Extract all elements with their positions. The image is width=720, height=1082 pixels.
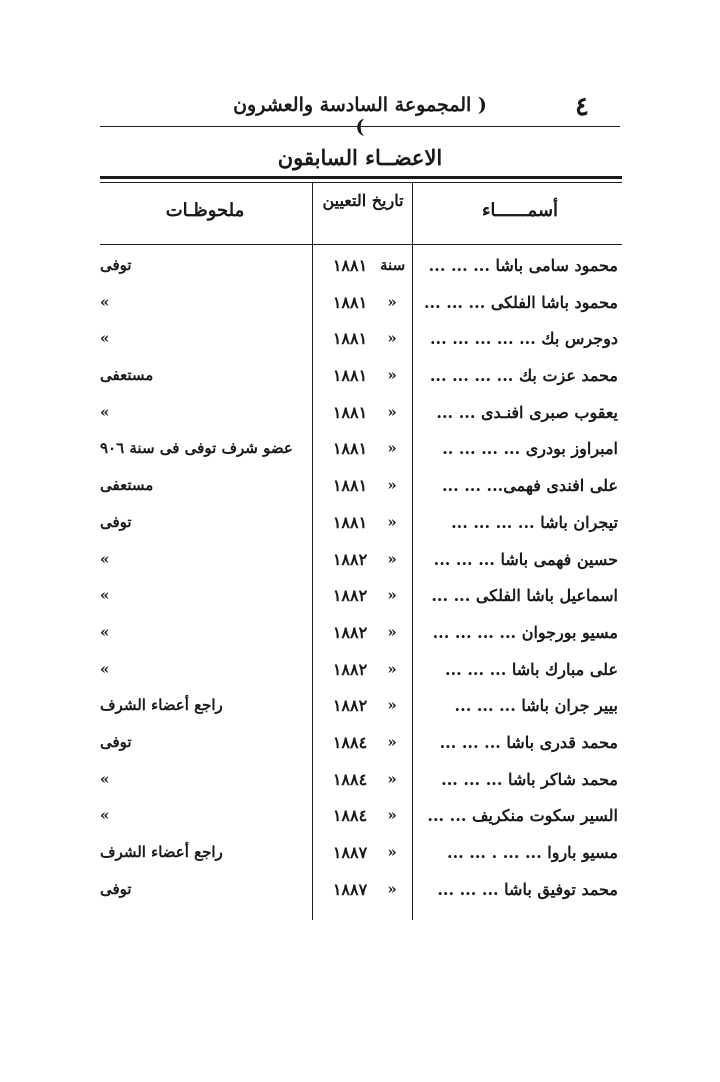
member-name: محمود سامى باشا ... ... ... bbox=[428, 256, 618, 275]
appointment-year: ١٨٨١ bbox=[332, 329, 368, 349]
page-header: ( المجموعة السادسة والعشرون ) bbox=[233, 94, 487, 138]
appointment-year: ١٨٨١ bbox=[332, 439, 368, 459]
table-top-rule bbox=[100, 176, 622, 179]
table-row bbox=[100, 623, 622, 660]
ditto-mark: » bbox=[387, 549, 397, 568]
appointment-year: ١٨٨٧ bbox=[332, 843, 368, 862]
row-note: توفى bbox=[100, 732, 132, 751]
member-name: تيجران باشا ... ... ... ... bbox=[451, 512, 618, 532]
member-name: مسيو باروا ... ... . ... ... bbox=[447, 843, 618, 862]
row-note: توفى bbox=[100, 512, 132, 531]
member-name: حسين فهمى باشا ... ... ... bbox=[433, 549, 618, 569]
section-title: الاعضــاء السابقون bbox=[277, 145, 443, 170]
member-name: محمد شاكر باشا ... ... ... bbox=[441, 769, 618, 789]
appointment-year: ١٨٨٤ bbox=[332, 732, 368, 752]
appointment-year: ١٨٨١ bbox=[332, 256, 368, 275]
ditto-mark: » bbox=[387, 586, 397, 605]
appointment-year: ١٨٨٢ bbox=[332, 586, 368, 606]
members-table bbox=[100, 256, 622, 916]
appointment-year: ١٨٨٢ bbox=[332, 549, 368, 569]
table-row bbox=[100, 880, 622, 917]
row-note: » bbox=[100, 292, 110, 311]
member-name: محمد قدرى باشا ... ... ... bbox=[439, 732, 618, 752]
appointment-year: ١٨٨٧ bbox=[332, 879, 368, 899]
row-note: » bbox=[100, 586, 110, 605]
appointment-year: ١٨٨١ bbox=[332, 402, 368, 422]
row-note: » bbox=[100, 402, 110, 421]
table-row bbox=[100, 550, 622, 587]
appointment-year: ١٨٨٤ bbox=[332, 769, 368, 789]
page-number: ٤ bbox=[575, 92, 589, 122]
ditto-mark: سنة bbox=[380, 256, 406, 274]
appointment-year: ١٨٨٢ bbox=[332, 622, 368, 642]
member-name: مسيو بورجوان ... ... ... ... bbox=[432, 622, 618, 642]
member-name: على افندى فهمى... ... ... bbox=[441, 476, 618, 496]
row-note: » bbox=[100, 769, 110, 788]
row-note: » bbox=[100, 329, 110, 348]
ditto-mark: » bbox=[387, 476, 397, 495]
row-note: مستعفى bbox=[100, 476, 154, 495]
table-row bbox=[100, 366, 622, 403]
row-note: عضو شرف توفى فى سنة ٩٠٦ bbox=[100, 439, 293, 458]
table-row bbox=[100, 403, 622, 440]
row-note: » bbox=[100, 659, 110, 678]
row-note: راجع أعضاء الشرف bbox=[100, 696, 223, 715]
header-rule-bottom bbox=[100, 244, 622, 245]
member-name: بيير جران باشا ... ... ... bbox=[454, 696, 618, 716]
row-note: توفى bbox=[100, 879, 132, 898]
ditto-mark: » bbox=[387, 402, 397, 421]
row-note: » bbox=[100, 806, 110, 825]
row-note: توفى bbox=[100, 256, 132, 274]
appointment-year: ١٨٨٢ bbox=[332, 696, 368, 716]
ditto-mark: » bbox=[387, 806, 397, 825]
row-note: مستعفى bbox=[100, 366, 154, 385]
member-name: محمد توفيق باشا ... ... ... bbox=[437, 879, 618, 899]
ditto-mark: » bbox=[387, 843, 397, 861]
column-header-names: أسمــــــاء bbox=[481, 200, 559, 221]
table-row bbox=[100, 256, 622, 293]
member-name: دوجرس بك ... ... ... ... ... bbox=[429, 329, 618, 349]
header-rule bbox=[100, 126, 620, 127]
table-row bbox=[100, 476, 622, 513]
member-name: على مبارك باشا ... ... ... bbox=[445, 659, 618, 679]
ditto-mark: » bbox=[387, 879, 397, 898]
table-row bbox=[100, 660, 622, 697]
table-row bbox=[100, 770, 622, 807]
table-row bbox=[100, 806, 622, 843]
table-row bbox=[100, 696, 622, 733]
table-row bbox=[100, 843, 622, 880]
ditto-mark: » bbox=[387, 659, 397, 678]
ditto-mark: » bbox=[387, 439, 397, 458]
appointment-year: ١٨٨١ bbox=[332, 366, 368, 386]
ditto-mark: » bbox=[387, 769, 397, 788]
column-header-notes: ملحوظـات bbox=[165, 200, 245, 221]
column-header-date: تاريخ التعيين bbox=[322, 191, 404, 210]
row-note: » bbox=[100, 622, 110, 641]
table-row bbox=[100, 733, 622, 770]
member-name: يعقوب صبرى افنـدى ... ... bbox=[436, 402, 618, 422]
member-name: اسماعيل باشا الفلكى ... ... bbox=[431, 586, 618, 606]
ditto-mark: » bbox=[387, 622, 397, 641]
appointment-year: ١٨٨١ bbox=[332, 476, 368, 496]
row-note: » bbox=[100, 549, 110, 568]
table-row bbox=[100, 586, 622, 623]
ditto-mark: » bbox=[387, 732, 397, 751]
ditto-mark: » bbox=[387, 329, 397, 348]
member-name: محمود باشا الفلكى ... ... ... bbox=[423, 292, 618, 312]
table-row bbox=[100, 293, 622, 330]
ditto-mark: » bbox=[387, 512, 397, 531]
member-name: امبراوز بودرى ... ... ... .. bbox=[442, 439, 618, 459]
appointment-year: ١٨٨١ bbox=[332, 292, 368, 312]
table-row bbox=[100, 439, 622, 476]
row-note: راجع أعضاء الشرف bbox=[100, 843, 223, 861]
appointment-year: ١٨٨٢ bbox=[332, 659, 368, 679]
ditto-mark: » bbox=[387, 366, 397, 385]
table-row bbox=[100, 513, 622, 550]
table-row bbox=[100, 329, 622, 366]
ditto-mark: » bbox=[387, 696, 397, 715]
member-name: السير سكوت منكريف ... ... bbox=[427, 806, 618, 826]
member-name: محمد عزت بك ... ... ... ... bbox=[429, 366, 618, 386]
table-top-rule-thin bbox=[100, 182, 622, 183]
appointment-year: ١٨٨١ bbox=[332, 512, 368, 532]
appointment-year: ١٨٨٤ bbox=[332, 806, 368, 826]
ditto-mark: » bbox=[387, 292, 397, 311]
